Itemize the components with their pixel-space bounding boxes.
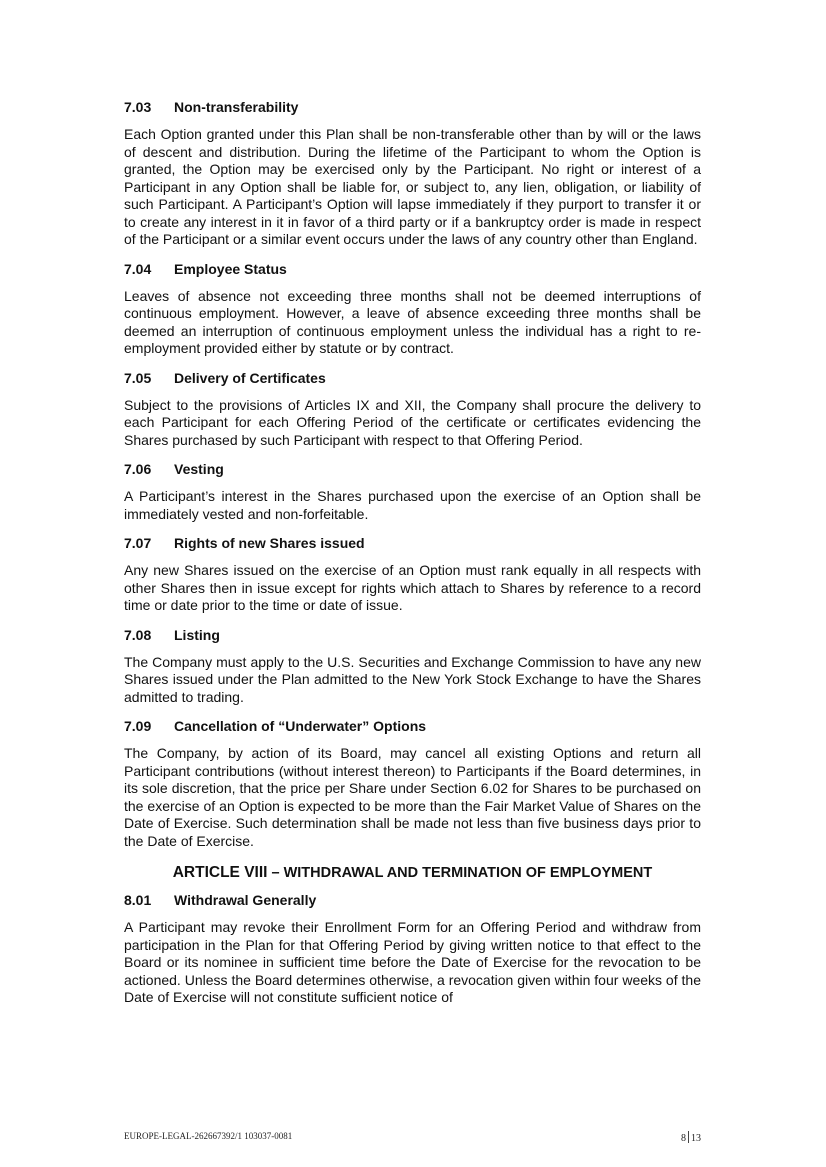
section-paragraph: A Participant’s interest in the Shares purchased upon the exercise of an Option shall be immediately vested and non-forfeitable. [124, 488, 701, 522]
page-current: 8 [681, 1133, 686, 1144]
section-7-07 [124, 534, 701, 615]
article-title [124, 864, 701, 882]
section-title: Cancellation of “Underwater” Options [174, 718, 427, 734]
section-heading [124, 534, 701, 552]
page-number [681, 1131, 701, 1144]
section-title: Non-transferability [174, 99, 299, 115]
section-7-09 [124, 717, 701, 850]
section-title: Rights of new Shares issued [174, 535, 365, 551]
section-number: 7.07 [124, 535, 152, 551]
section-title: Withdrawal Generally [174, 892, 317, 908]
section-number: 7.05 [124, 369, 152, 386]
page-separator [688, 1131, 689, 1143]
section-paragraph: Any new Shares issued on the exercise of an Option must rank equally in all respects with other Shares then in issue except for rights which attach to Shares by reference to a record time or date prior to the time or date of issue. [124, 562, 701, 613]
section-heading [124, 626, 701, 644]
section-heading [124, 98, 701, 116]
section-paragraph: Each Option granted under this Plan shall be non-transferable other than by will or the laws of descent and distribution. During the lifetime of the Participant to whom the Option is granted, the Option may be exercised only by the Participant. No right or interest of a Participant in any Option shall be liable for, or subject to, any lien, obligation, or liability of such Participant. A Participant’s Option will lapse immediately if they purport to transfer it or to create any interest in it in favor of a third party or if a bankruptcy order is made in respect of the Participant or a similar event occurs under the laws of any country other than England. [124, 126, 701, 247]
section-paragraph: Subject to the provisions of Articles IX and XII, the Company shall procure the delivery to each Participant for each Offering Period of the certificate or certificates evidencing the Shares purchased by such Participant with respect to that Offering Period. [124, 396, 701, 448]
section-title: Delivery of Certificates [174, 369, 326, 386]
section-title: Vesting [174, 461, 224, 477]
section-number: 7.09 [124, 718, 152, 734]
article-number: ARTICLE VIII [172, 864, 268, 881]
section-7-03 [124, 98, 701, 249]
section-title: Listing [174, 626, 220, 643]
section-8-01 [124, 891, 701, 1007]
section-number: 7.03 [124, 99, 152, 115]
section-number: 7.06 [124, 461, 152, 477]
section-paragraph: The Company, by action of its Board, may cancel all existing Options and return all Participant contributions (without interest thereon) to Participants if the Board determines, in its sole discretion, that the price per Share under Section 6.02 for Shares to be purchased on the exercise of an Option is expected to be more than the Fair Market Value of Shares on the Date of Exercise. Such determination shall be made not less than five business days prior to the Date of Exercise. [124, 745, 701, 849]
section-7-04 [124, 260, 701, 358]
section-7-05 [124, 369, 701, 450]
document-body [124, 98, 701, 1018]
section-heading [124, 460, 701, 478]
section-paragraph: A Participant may revoke their Enrollment Form for an Offering Period and withdraw from participation in the Plan for that Offering Period by giving written notice to that effect to the Board or its nominee in sufficient time before the Date of Exercise for the revocation to be actioned. Unless the Board determines otherwise, a revocation given within four weeks of the Date of Exercise will not constitute sufficient notice of [124, 919, 701, 1005]
section-heading [124, 891, 701, 909]
section-7-08 [124, 626, 701, 707]
section-paragraph: Leaves of absence not exceeding three months shall not be deemed interruptions of continuous employment. However, a leave of absence exceeding three months shall be deemed an interruption of continuous employment unless the individual has a right to re-employment provided either by statute or by contract. [124, 287, 701, 356]
section-7-06 [124, 460, 701, 523]
page-total: 13 [691, 1133, 701, 1144]
section-number: 7.08 [124, 626, 152, 643]
section-number: 8.01 [124, 892, 152, 908]
section-title: Employee Status [174, 260, 287, 277]
section-heading [124, 717, 701, 735]
section-heading [124, 260, 701, 278]
article-subtitle: – WITHDRAWAL AND TERMINATION OF EMPLOYMENT [267, 865, 653, 881]
section-heading [124, 369, 701, 387]
document-reference: EUROPE-LEGAL-262667392/1 103037-0081 [124, 1131, 293, 1141]
section-paragraph: The Company must apply to the U.S. Securities and Exchange Commission to have any new Shares issued under the Plan admitted to the New York Stock Exchange to have the Shares admitted to trading. [124, 653, 701, 705]
section-number: 7.04 [124, 260, 152, 277]
